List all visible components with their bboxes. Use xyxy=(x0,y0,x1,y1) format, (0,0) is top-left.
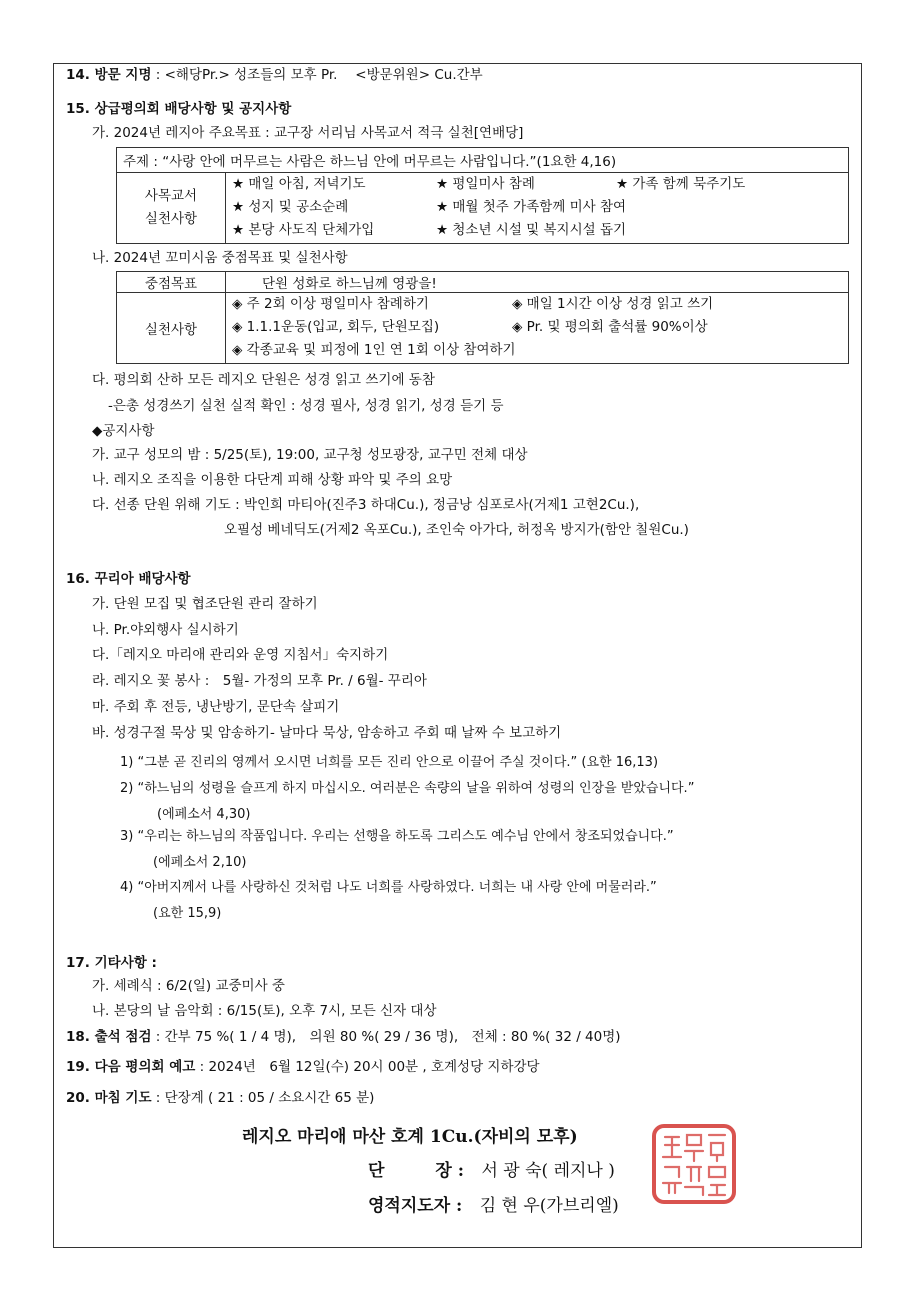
s15-ga: 가. 2024년 레지아 주요목표 : 교구장 서리님 사목교서 적극 실천[연배당] xyxy=(92,125,524,141)
s16-item: 마. 주회 후 전등, 냉난방기, 문단속 살피기 xyxy=(92,699,340,715)
section-20-title: 20. 마침 기도 xyxy=(66,1090,152,1106)
section-15-title: 15. 상급평의회 배당사항 및 공지사항 xyxy=(66,101,292,117)
practice-item: ◈ Pr. 및 평의회 출석률 90%이상 xyxy=(512,319,708,335)
verse-ref: (에페소서 2,10) xyxy=(153,855,247,870)
theme-cell: 주제 : “사랑 안에 머무르는 사람은 하느님 안에 머무르는 사람입니다.”(1요한 4,16) xyxy=(117,148,849,173)
pastoral-item: ★ 청소년 시설 및 복지시설 돕기 xyxy=(436,222,627,238)
verse: 3) “우리는 하느님의 작품입니다. 우리는 선행을 하도록 그리스도 예수님 안에서 창조되었습니다.” xyxy=(120,829,674,844)
pastoral-items-cell xyxy=(226,173,849,244)
section-16-title: 16. 꾸리아 배당사항 xyxy=(66,571,191,587)
director-line xyxy=(368,1195,619,1217)
closing-prayer-text: 단장계 ( 21 : 05 / 소요시간 65 분) xyxy=(164,1090,375,1106)
s15-da-sub: -은총 성경쓰기 실천 실적 확인 : 성경 필사, 성경 읽기, 성경 듣기 등 xyxy=(108,398,504,414)
org-name: 레지오 마리애 마산 호계 1Cu.(자비의 모후) xyxy=(242,1127,578,1147)
pastoral-table xyxy=(116,147,849,244)
practice-item: ◈ 주 2회 이상 평일미사 참례하기 xyxy=(232,296,429,312)
director-label: 영적지도자 : xyxy=(368,1196,463,1216)
notice-ga: 가. 교구 성모의 밤 : 5/25(토), 19:00, 교구청 성모광장, 교구민 전체 대상 xyxy=(92,447,528,463)
s17-na: 나. 본당의 날 음악회 : 6/15(토), 오후 7시, 모든 신자 대상 xyxy=(92,1003,437,1019)
notice-na: 나. 레지오 조직을 이용한 다단계 피해 상황 파악 및 주의 요망 xyxy=(92,472,453,488)
s16-item: 나. Pr.야외행사 실시하기 xyxy=(92,622,239,638)
section-14-title: 14. 방문 지명 xyxy=(66,67,152,83)
s15-na: 나. 2024년 꼬미시움 중점목표 및 실천사항 xyxy=(92,250,348,266)
verse: 1) “그분 곧 진리의 영께서 오시면 너희를 모든 진리 안으로 이끌어 주실 것이다.” (요한 16,13) xyxy=(120,755,659,770)
section-17-title: 17. 기타사항 : xyxy=(66,955,157,971)
s16-item: 다.「레지오 마리애 관리와 운영 지침서」숙지하기 xyxy=(92,647,389,663)
official-seal xyxy=(651,1123,737,1205)
pastoral-item: ★ 매일 아침, 저녁기도 xyxy=(232,176,366,192)
section-20: 20. 마침 기도 : 단장계 ( 21 : 05 / 소요시간 65 분) xyxy=(66,1090,375,1106)
s16-item: 바. 성경구절 묵상 및 암송하기- 날마다 묵상, 암송하고 주회 때 날짜 수 보고하기 xyxy=(92,725,562,741)
section-14-text: <해당Pr.> 성조들의 모후 Pr. <방문위원> Cu.간부 xyxy=(164,67,483,83)
verse: 2) “하느님의 성령을 슬프게 하지 마십시오. 여러분은 속량의 날을 위하여 성령의 인장을 받았습니다.” xyxy=(120,781,695,796)
focus-text: 단원 성화로 하느님께 영광을! xyxy=(226,272,849,293)
pastoral-item: ★ 가족 함께 묵주기도 xyxy=(616,176,746,192)
leader-label: 단 장 : xyxy=(368,1161,465,1181)
verse-ref: (에페소서 4,30) xyxy=(157,807,251,822)
leader-name: 서 광 숙( 레지나 ) xyxy=(481,1161,615,1181)
practice-items-cell xyxy=(226,293,849,364)
practice-item: ◈ 각종교육 및 피정에 1인 연 1회 이상 참여하기 xyxy=(232,342,516,358)
pastoral-item: ★ 본당 사도직 단체가입 xyxy=(232,222,375,238)
pastoral-item: ★ 성지 및 공소순례 xyxy=(232,199,349,215)
pastoral-label-cell: 사목교서 실천사항 xyxy=(117,173,226,244)
notice-da: 다. 선종 단원 위해 기도 : 박인희 마티아(진주3 하대Cu.), 정금낭 심포로사(거제1 고현2Cu.), xyxy=(92,497,640,513)
s16-item: 라. 레지오 꽃 봉사 : 5월- 가정의 모후 Pr. / 6월- 꾸리아 xyxy=(92,673,427,689)
section-19-title: 19. 다음 평의회 예고 xyxy=(66,1059,196,1075)
next-meeting-text: 2024년 6월 12일(수) 20시 00분 , 호계성당 지하강당 xyxy=(208,1059,540,1075)
section-18-title: 18. 출석 점검 xyxy=(66,1029,152,1045)
practice-item: ◈ 1.1.1운동(입교, 회두, 단원모집) xyxy=(232,319,440,335)
section-14: 14. 방문 지명 : <해당Pr.> 성조들의 모후 Pr. <방문위원> Cu.간부 xyxy=(66,67,483,83)
pastoral-item: ★ 평일미사 참례 xyxy=(436,176,535,192)
s15-da: 다. 평의회 산하 모든 레지오 단원은 성경 읽고 쓰기에 동참 xyxy=(92,372,435,388)
section-19: 19. 다음 평의회 예고 : 2024년 6월 12일(수) 20시 00분 , 호계성당 지하강당 xyxy=(66,1059,540,1075)
verse: 4) “아버지께서 나를 사랑하신 것처럼 나도 너희를 사랑하였다. 너희는 내 사랑 안에 머물러라.” xyxy=(120,880,657,895)
notice-heading: ◆공지사항 xyxy=(92,423,155,439)
attendance-text: 간부 75 %( 1 / 4 명), 의원 80 %( 29 / 36 명), 전체 : 80 %( 32 / 40명) xyxy=(164,1029,621,1045)
s16-item: 가. 단원 모집 및 협조단원 관리 잘하기 xyxy=(92,596,318,612)
focus-table xyxy=(116,271,849,364)
focus-label: 중점목표 xyxy=(117,272,226,293)
notice-da-cont: 오필성 베네딕도(거제2 옥포Cu.), 조인숙 아가다, 허정옥 방지가(함안 칠원Cu.) xyxy=(224,522,689,538)
section-18: 18. 출석 점검 : 간부 75 %( 1 / 4 명), 의원 80 %( 29 / 36 명), 전체 : 80 %( 32 / 40명) xyxy=(66,1029,621,1045)
verse-ref: (요한 15,9) xyxy=(153,906,222,921)
pastoral-item: ★ 매월 첫주 가족함께 미사 참여 xyxy=(436,199,627,215)
leader-line xyxy=(368,1160,615,1182)
practice-item: ◈ 매일 1시간 이상 성경 읽고 쓰기 xyxy=(512,296,714,312)
director-name: 김 현 우(가브리엘) xyxy=(479,1196,619,1216)
s17-ga: 가. 세례식 : 6/2(일) 교중미사 중 xyxy=(92,978,285,994)
practice-label: 실천사항 xyxy=(117,293,226,364)
